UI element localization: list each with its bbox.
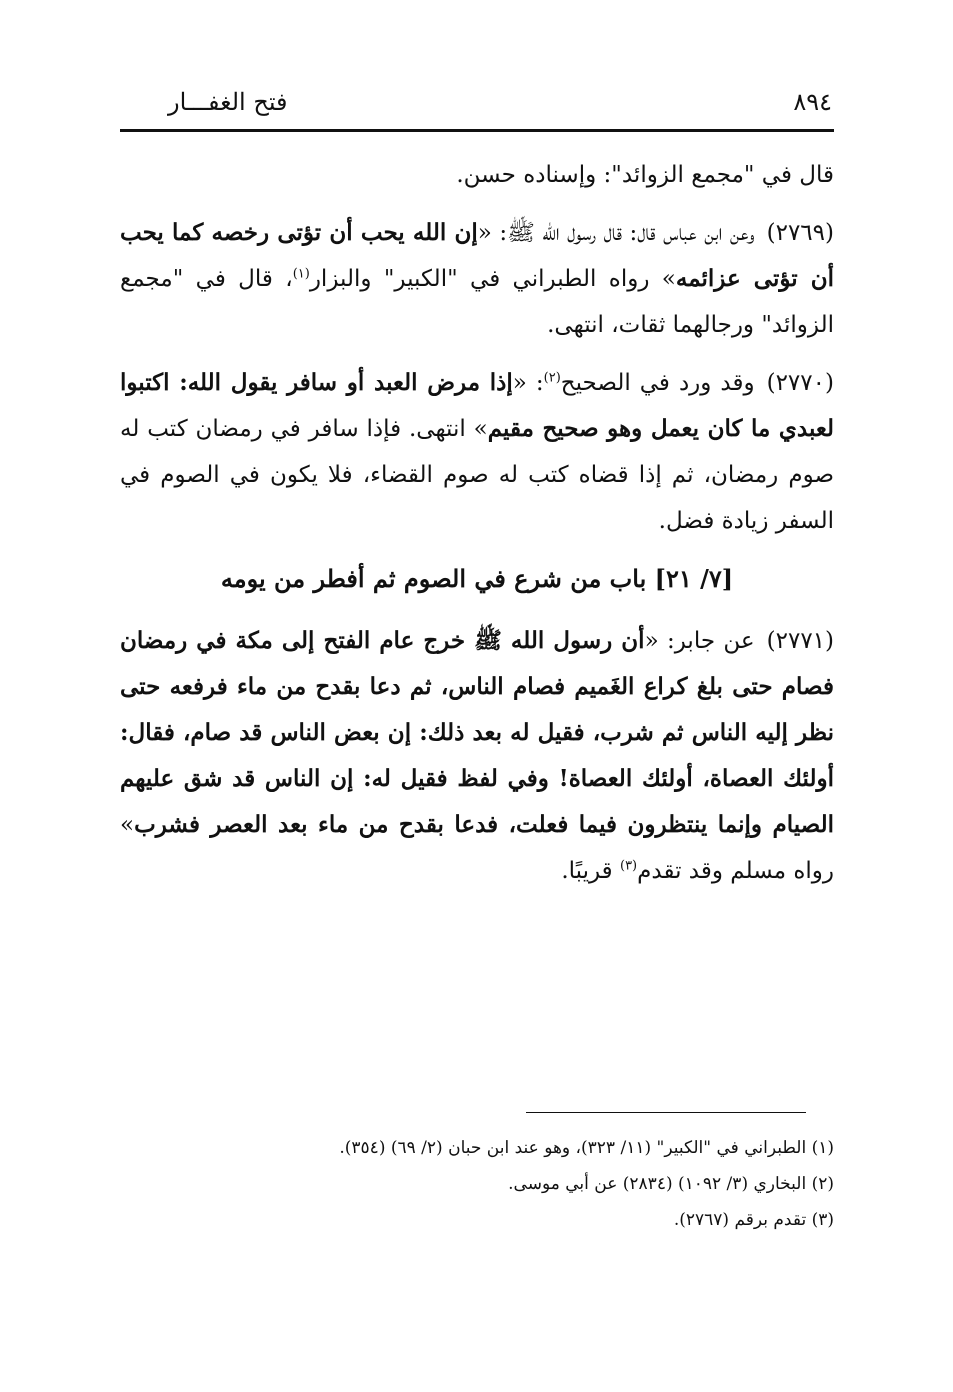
hadith-intro: وعن ابن عباس قال: قال رسول الله ﷺ: « xyxy=(477,220,755,246)
hadith-comment: » انتهى. فإذا سافر في رمضان كتب له صوم رمضان، ثم إذا قضاه كتب له صوم القضاء، فلا يكون في الصوم في السفر زيادة فضل. xyxy=(120,416,834,534)
footnote-rule xyxy=(526,1112,806,1113)
hadith-2770: (٢٧٧٠)وقد ورد في الصحيح$^{(٢)}$: «إذا مرض العبد أو سافر يقول الله: اكتبوا لعبدي ما كان يعمل وهو صحيح مقيم» انتهى. فإذا سافر في رمضان كتب له صوم رمضان، ثم إذا قضاه كتب له صوم القضاء، فلا يكون في الصوم في السفر زيادة فضل. xyxy=(120,369,834,534)
hadith-text: إن الله يحب أن تؤتى رخصه كما يحب أن تؤتى عزائمه xyxy=(120,219,834,292)
page-number: ٨٩٤ xyxy=(793,88,832,116)
footnote-1: (١) الطبراني في "الكبير" (١١/ ٣٢٣)، وهو عند ابن حبان (٢/ ٦٩) (٣٥٤). xyxy=(339,1138,834,1158)
hadith-text: إذا مرض العبد أو سافر يقول الله: اكتبوا لعبدي ما كان يعمل وهو صحيح مقيم xyxy=(120,369,834,442)
hadith-intro: وقد ورد في الصحيح xyxy=(560,370,755,396)
header-rule xyxy=(120,129,834,132)
hadith-intro: عن جابر: « xyxy=(644,628,755,654)
hadith-comment: قريبًا. xyxy=(561,858,620,884)
footnote-marker-3[interactable]: (٣) xyxy=(619,858,638,874)
footnote-3: (٣) تقدم برقم (٢٧٦٧). xyxy=(673,1210,834,1230)
main-text xyxy=(120,152,834,906)
chapter-heading: [٧/ ٢١] باب من شرع في الصوم ثم أفطر من يومه xyxy=(220,564,734,593)
hadith-source: » رواه مسلم وقد تقدم xyxy=(120,812,834,884)
book-title: فتح الغفـــار xyxy=(168,88,288,116)
hadith-number: (٢٧٧١) xyxy=(766,628,835,654)
hadith-number: (٢٧٦٩) xyxy=(766,220,834,246)
hadith-text: أن رسول الله ﷺ خرج عام الفتح إلى مكة في رمضان فصام حتى بلغ كراع الغَميم فصام الناس، ثم دعا بقدح من ماء فرفعه حتى نظر إليه الناس ثم شرب، فقيل له بعد ذلك: إن بعض الناس قد صام، فقال: أولئك العصاة، أولئك العصاة! وفي لفظ فقيل له: إن الناس قد شق عليهم الصيام وإنما ينتظرون فيما فعلت، فدعا بقدح من ماء بعد العصر فشرب xyxy=(120,627,834,838)
hadith-2771 xyxy=(120,618,834,894)
paragraph-intro: قال في "مجمع الزوائد": وإسناده حسن. xyxy=(456,162,834,188)
footnotes xyxy=(120,1130,834,1238)
footnote-2: (٢) البخاري (٣/ ١٠٩٢) (٢٨٣٤) عن أبي موسى. xyxy=(508,1174,834,1194)
hadith-number: (٢٧٧٠) xyxy=(766,370,834,396)
footnote-marker-2[interactable]: (٢) xyxy=(543,370,561,386)
running-header xyxy=(120,88,832,128)
hadith-source: » رواه الطبراني في "الكبير" والبزار xyxy=(309,266,676,292)
hadith-comment: ، قال في "مجمع الزوائد" ورجالهما ثقات، انتهى. xyxy=(120,266,834,338)
hadith-2769 xyxy=(120,210,834,348)
footnote-marker-1[interactable]: (١) xyxy=(292,266,310,282)
